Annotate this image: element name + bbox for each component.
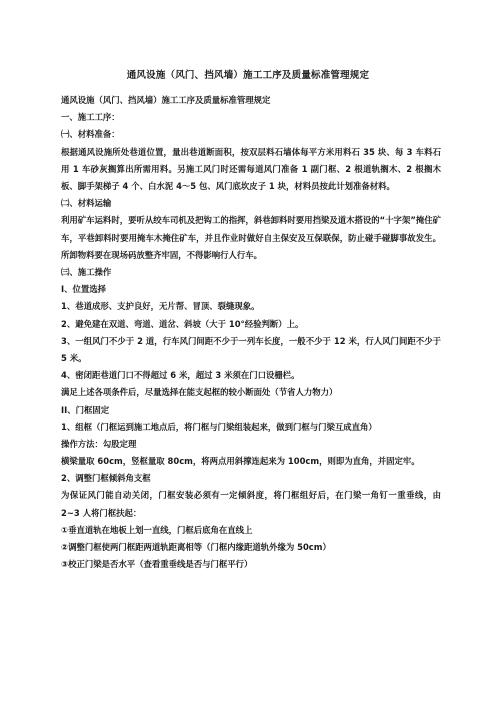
list-item: ②调整门框使两门框距两道轨距离相等（门框内缘距道轨外缘为 50cm） — [61, 542, 331, 553]
paragraph: 利用矿车运料时，要听从绞车司机及把钩工的指挥，斜巷卸料时要用挡梁及道木搭设的“十字架”掩住矿车，平巷卸料时要用掩车木掩住矿车，并且作业时做好自主保安及互保联保，防止碰手碰脚事故发生。所卸物料要在现场码放整齐牢固，不得影响行人行车。 — [61, 215, 441, 260]
item-heading: II、门框固定 — [61, 404, 110, 415]
list-item: 1、巷道成形、支护良好，无片帮、冒顶、裂缝现象。 — [61, 301, 260, 312]
section-heading: 一、施工工序： — [61, 112, 120, 123]
item-heading: I、位置选择 — [61, 284, 106, 295]
paragraph: 根据通风设施所处巷道位置，量出巷道断面积，按双层料石墙体每平方米用料石 35 块、每 3 车料石用 1 车砂灰搁算出所需用料。另施工风门时还需每道风门准备 1 副门框、2 根道轨搁木、2 根搁木板、脚手架梯子 4 个、白水泥 4～5 包、风门底坎皮子 1 块，材料员按此计划准备材料。 — [61, 146, 441, 191]
subsection-heading: ㈡、材料运输 — [61, 198, 112, 209]
list-item: ①垂直道轨在地板上划一直线，门框后底角在直线上 — [61, 524, 253, 535]
document-body — [61, 92, 441, 573]
paragraph: 横梁量取 60cm，竖框量取 80cm，将两点用斜撑连起来为 100cm，则即为直角，并固定牢。 — [61, 456, 420, 467]
list-item: ③校正门梁是否水平（查看重垂线是否与门框平行） — [61, 559, 253, 570]
subsection-heading: ㈢、施工操作 — [61, 266, 112, 277]
paragraph: 为保证风门能自动关闭，门框安装必须有一定倾斜度，将门框组好后，在门梁一角钉一重垂线，由 2~3 人将门框扶起： — [61, 490, 441, 518]
page-title: 通风设施（风门、挡风墙）施工工序及质量标准管理规定 — [126, 70, 370, 81]
list-item: 4、密闭距巷道门口不得超过 6 米，超过 3 米须在门口设栅栏。 — [61, 370, 300, 381]
document-subtitle: 通风设施（风门、挡风墙）施工工序及质量标准管理规定 — [61, 95, 271, 105]
list-item: 1、组框（门框运到施工地点后，将门框与门梁组装起来，做到门框与门梁互成直角） — [61, 421, 377, 432]
list-item: 2、避免建在双道、弯道、道岔、斜坡（大于 10°经验判断）上。 — [61, 318, 304, 329]
list-item: 3、一组风门不少于 2 道，行车风门间距不少于一列车长度，一般不少于 12 米，行人风门间距不少于 5 米。 — [61, 335, 441, 363]
subsection-heading: ㈠、材料准备： — [61, 129, 120, 140]
note-text: 满足上述各项条件后，尽量选择在能支起框的较小断面处（节省人力物力） — [61, 387, 338, 398]
method-label: 操作方法：勾股定理 — [61, 438, 137, 449]
list-item: 2、调整门框倾斜角支框 — [61, 473, 151, 484]
